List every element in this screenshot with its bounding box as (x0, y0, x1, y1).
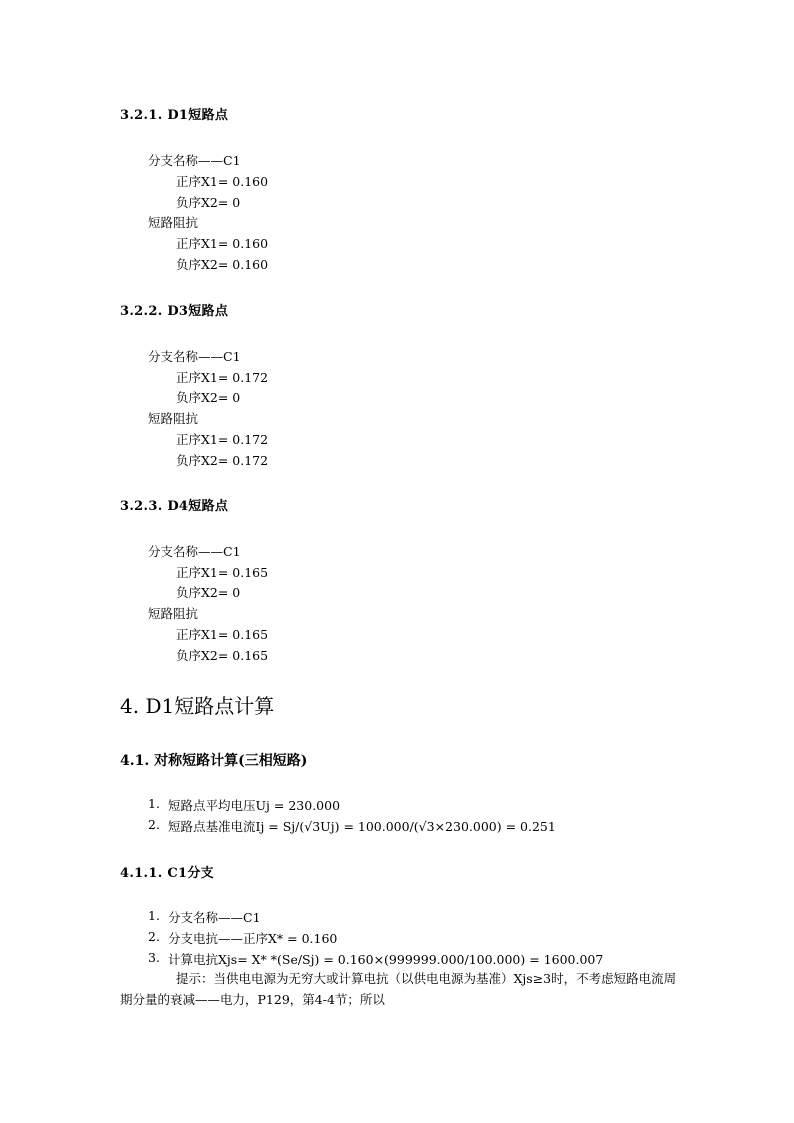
section-heading-3-2-2: 3.2.2. D3短路点 (120, 304, 229, 319)
positive-sequence: 正序X1= 0.165 (176, 627, 269, 642)
positive-sequence: 正序X1= 0.172 (176, 370, 269, 385)
list-item: 分支名称——C1 (168, 910, 261, 925)
positive-sequence: 正序X1= 0.160 (176, 236, 269, 251)
list-number: 2. (148, 817, 160, 832)
list-item: 短路点平均电压Uj = 230.000 (168, 798, 341, 813)
note-paragraph: 提示：当供电电源为无穷大或计算电抗（以供电电源为基准）Xjs≥3时，不考虑短路电流周期分量的衰减——电力，P129，第4-4节；所以 (120, 971, 677, 1007)
section-heading-3-2-1: 3.2.1. D1短路点 (120, 108, 229, 123)
short-circuit-impedance-label: 短路阻抗 (148, 215, 199, 230)
list-item: 短路点基准电流Ij = Sj/(√3Uj) = 100.000/(√3×230.000) = 0.251 (168, 819, 556, 834)
list-number: 1. (148, 908, 160, 923)
negative-sequence: 负序X2= 0.172 (176, 453, 269, 468)
positive-sequence: 正序X1= 0.165 (176, 565, 269, 580)
subsubsection-title: 4.1.1. C1分支 (120, 866, 214, 881)
subsection-title: 4.1. 对称短路计算(三相短路) (120, 753, 308, 769)
list-number: 2. (148, 929, 160, 944)
negative-sequence: 负序X2= 0.160 (176, 257, 269, 272)
list-number: 3. (148, 950, 160, 965)
positive-sequence: 正序X1= 0.172 (176, 432, 269, 447)
short-circuit-impedance-label: 短路阻抗 (148, 411, 199, 426)
negative-sequence: 负序X2= 0 (176, 195, 241, 210)
branch-name: 分支名称——C1 (148, 349, 241, 364)
list-number: 1. (148, 796, 160, 811)
positive-sequence: 正序X1= 0.160 (176, 174, 269, 189)
branch-name: 分支名称——C1 (148, 153, 241, 168)
short-circuit-impedance-label: 短路阻抗 (148, 606, 199, 621)
chapter-title: 4. D1短路点计算 (120, 694, 275, 718)
section-heading-3-2-3: 3.2.3. D4短路点 (120, 499, 229, 514)
list-item: 分支电抗——正序X* = 0.160 (168, 931, 338, 946)
branch-name: 分支名称——C1 (148, 544, 241, 559)
negative-sequence: 负序X2= 0 (176, 585, 241, 600)
negative-sequence: 负序X2= 0.165 (176, 648, 269, 663)
negative-sequence: 负序X2= 0 (176, 390, 241, 405)
list-item: 计算电抗Xjs= X* *(Se/Sj) = 0.160×(999999.000/100.000) = 1600.007 (168, 952, 604, 967)
